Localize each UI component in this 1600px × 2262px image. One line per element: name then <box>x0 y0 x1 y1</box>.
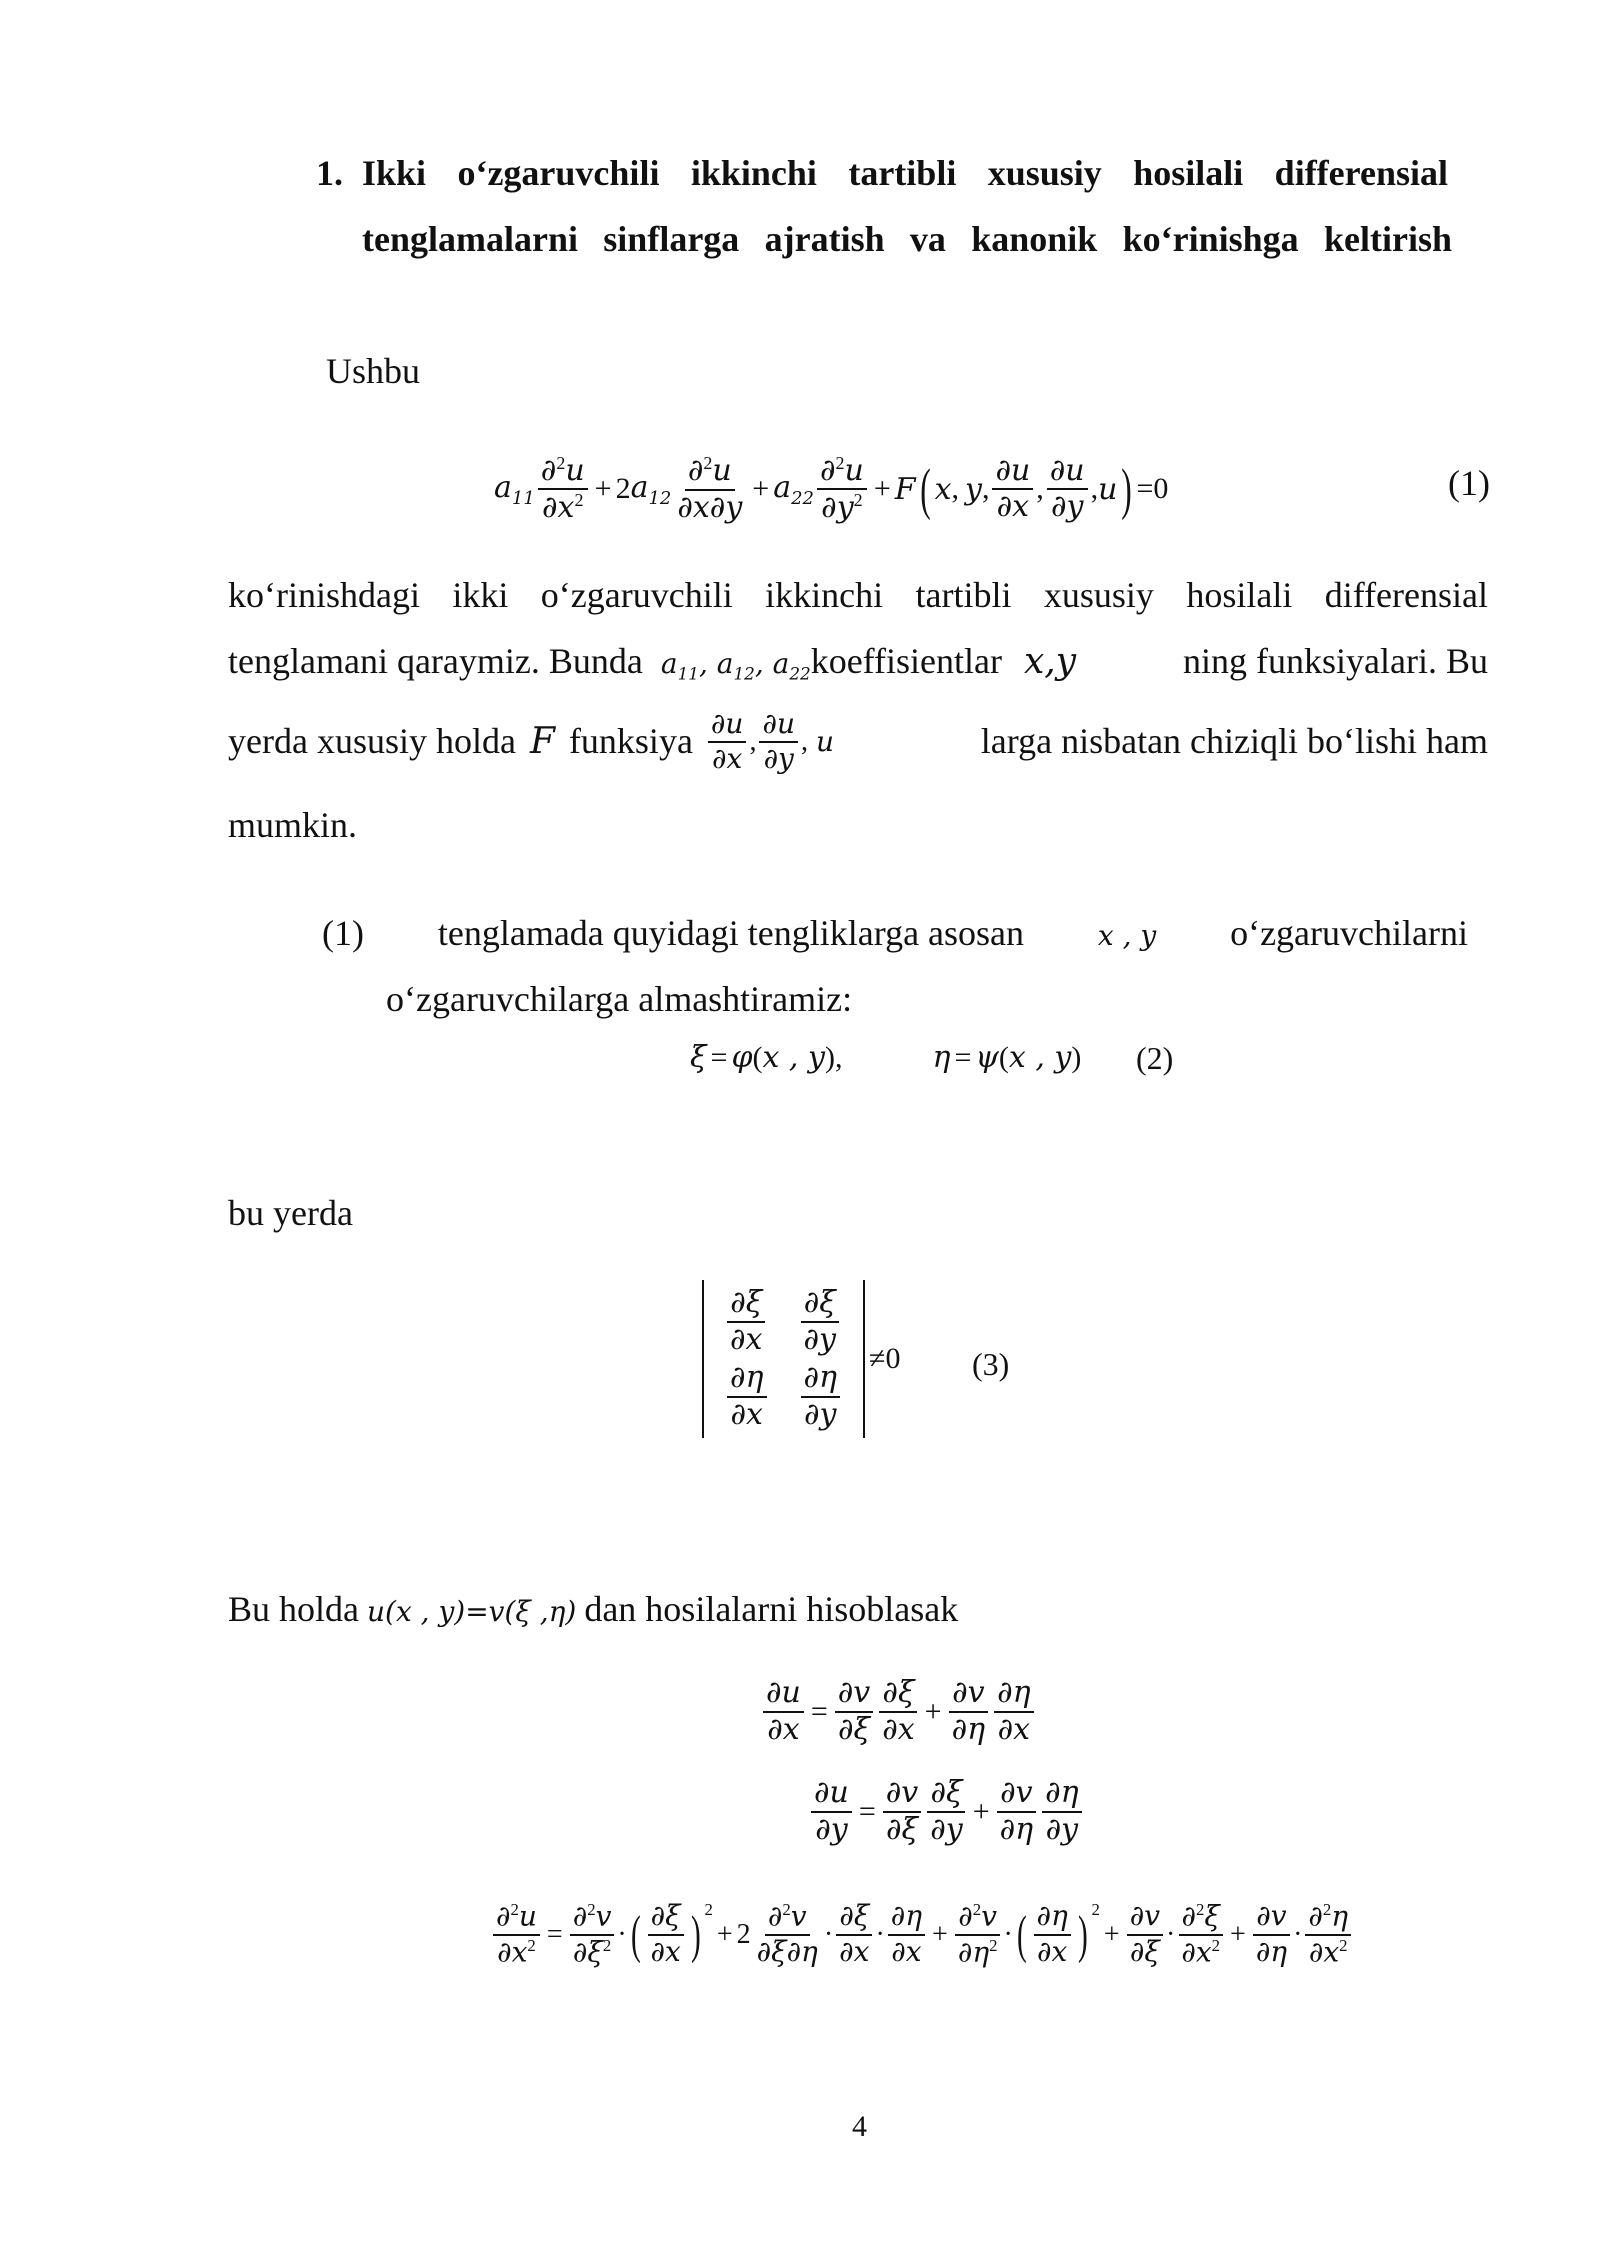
para3: Bu holda u(x , y)=v(ξ ,η) dan hosilalarni hisoblasak <box>228 1589 959 1629</box>
var-y: y <box>964 471 982 507</box>
coef-a12: $a_{12}$ <box>630 469 672 509</box>
coef-a22: $a_{22}$ <box>773 469 814 509</box>
para1-line2: tenglamani qaraymiz. Bunda $a_{11}$, $a_{12}$, $a_{22}$ koeffisientlar x,y ning funksiyalari. Bu <box>228 641 1488 684</box>
para2-line2: o‘zgaruvchilarga almashtiramiz: <box>386 979 853 1019</box>
not-equal-zero: ≠0 <box>869 1342 901 1375</box>
para2-line1: (1) tenglamada quyidagi tengliklarga asosan x , y o‘zgaruvchilarni <box>322 913 1468 953</box>
page-number: 4 <box>852 2110 867 2143</box>
var-x: x <box>934 471 952 507</box>
coef-a11: $a_{11}$ <box>494 469 535 509</box>
equation-3-number: (3) <box>972 1346 1010 1382</box>
d2u-dy2: $\frac{\partial^2u}{\partial y^2}$ <box>817 453 867 526</box>
equation-2: ξ = φ ( x , y ), η = ψ ( x , y ) <box>690 1040 1082 1075</box>
equation-3 <box>702 1280 900 1438</box>
para1-line4: mumkin. <box>228 805 358 845</box>
para1-line3: yerda xususiy holda F funksiya $\frac{\partial u}{\partial x}$ , $\frac{\partial u}{\partial y}$ , u larga nisbatan chiziqli bo‘lishi ham <box>228 706 1488 775</box>
intro-word: Ushbu <box>326 351 421 391</box>
jacobian-determinant: $\frac{\partial\xi}{\partial x}$ $\frac{\partial\xi}{\partial y}$ $\frac{\partial\eta}{\partial x}$ $\frac{\partial\eta}{\partial y}$ <box>702 1280 865 1438</box>
factor-two: 2 <box>615 472 631 505</box>
var-u: u <box>1098 471 1118 507</box>
function-F: F <box>894 471 916 507</box>
coef-list: $a_{11}$, $a_{12}$, $a_{22}$ <box>660 647 811 684</box>
du-dy: $\frac{\partial u}{\partial y}$ <box>1047 454 1088 525</box>
du-dx-formula: $\frac{\partial u}{\partial x}$ = $\frac{\partial v}{\partial\xi}$ $\frac{\partial\xi}{\partial x}$ + $\frac{\partial v}{\partial\eta}$ $\frac{\partial\eta}{\partial x}$ <box>760 1676 1037 1747</box>
section-number: 1. <box>316 153 343 193</box>
d2u-dx2: $\frac{\partial^2u}{\partial x^2}$ <box>538 453 588 526</box>
equation-1: $a_{11}$ $\frac{\partial^2u}{\partial x^2}$ + 2 $a_{12}$ $\frac{\partial^2u}{\partial x\partial y}$ + $a_{22}$ $\frac{\partial^2u}{\partial y^2}$ + F ( x , y , $\frac{\partial u}{\partial x}$ , $\frac{\partial u}{\partial y}$ , u ) = 0 <box>494 452 1169 525</box>
para1-line1: ko‘rinishdagi ikki o‘zgaruvchili ikkinchi tartibli xususiy hosilali differensial <box>228 575 1488 615</box>
function-F-inline: F <box>529 721 555 763</box>
d2u-dxdy: $\frac{\partial^2u}{\partial x\partial y}$ <box>677 453 743 525</box>
du-dy-formula: $\frac{\partial u}{\partial y}$ = $\frac{\partial v}{\partial\xi}$ $\frac{\partial\xi}{\partial y}$ + $\frac{\partial v}{\partial\eta}$ $\frac{\partial\eta}{\partial y}$ <box>808 1776 1085 1847</box>
section-title-line-1: Ikki o‘zgaruvchili ikkinchi tartibli xususiy hosilali differensial <box>362 153 1448 193</box>
bu-yerda: bu yerda <box>228 1193 353 1233</box>
du-dx: $\frac{\partial u}{\partial x}$ <box>992 454 1033 525</box>
d2u-dx2-formula: $\frac{\partial^2u}{\partial x^2}$ = $\frac{\partial^2v}{\partial\xi^2}$ · ( $\frac{\partial\xi}{\partial x}$ ) $^2$ + 2 $\frac{\partial^2v}{\partial\xi\partial\eta}$ · $\frac{\partial\xi}{\partial x}$ · $\frac{\partial\eta}{\partial x}$ + $\frac{\partial^2v}{\partial\eta^2}$ · ( $\frac{\partial\eta}{\partial x}$ ) $^2$ + $\frac{\partial v}{\partial\xi}$ · $\frac{\partial^2\xi}{\partial x^2}$ + $\frac{\partial v}{\partial\eta}$ · $\frac{\partial^2\eta}{\partial x^2}$ <box>490 1900 1354 1969</box>
equation-1-number: (1) <box>1448 463 1490 503</box>
section-title-line-2: tenglamalarni sinflarga ajratish va kanonik ko‘rinishga keltirish <box>362 219 1452 259</box>
rhs-zero: 0 <box>1153 472 1169 505</box>
equation-2-number: (2) <box>1136 1040 1174 1076</box>
xy-vars: x,y <box>1023 641 1077 682</box>
substitution: u(x , y)=v(ξ ,η) <box>367 1595 577 1628</box>
